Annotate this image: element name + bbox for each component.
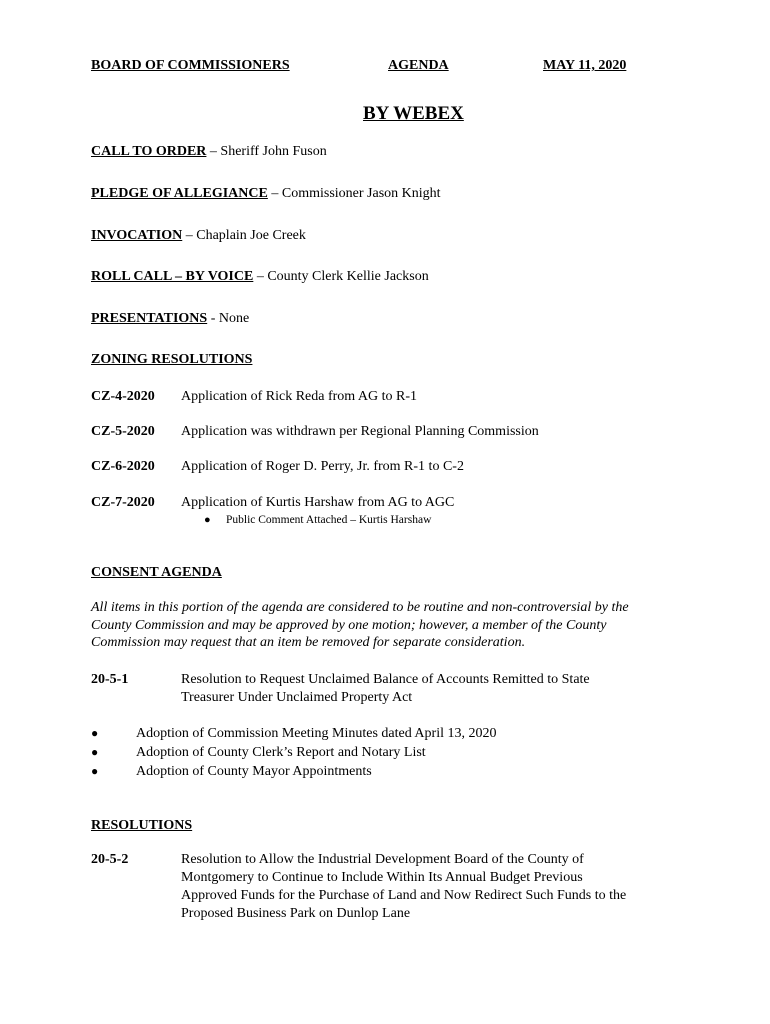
opening-label: ROLL CALL – BY VOICE — [91, 269, 254, 284]
zoning-text: Application of Rick Reda from AG to R-1 — [181, 389, 418, 404]
zoning-text: Application of Roger D. Perry, Jr. from R-1 to C-2 — [181, 459, 464, 474]
opening-separator: – — [182, 228, 197, 243]
opening-item-invocation — [91, 227, 306, 244]
zoning-code: CZ-4-2020 — [91, 389, 155, 404]
consent-note-line: All items in this portion of the agenda are considered to be routine and non-controversial by the — [91, 600, 629, 615]
consent-code: 20-5-1 — [91, 672, 129, 687]
date-heading: MAY 11, 2020 — [543, 58, 627, 73]
board-heading: BOARD OF COMMISSIONERS — [91, 58, 290, 73]
zoning-heading: ZONING RESOLUTIONS — [91, 352, 253, 367]
zoning-text: Application of Kurtis Harshaw from AG to AGC — [181, 495, 455, 510]
opening-label: CALL TO ORDER — [91, 144, 207, 159]
opening-text: Sheriff John Fuson — [220, 144, 327, 159]
consent-note-line: County Commission and may be approved by one motion; however, a member of the County — [91, 618, 607, 633]
subtitle-heading: BY WEBEX — [363, 103, 464, 124]
opening-separator: – — [253, 269, 268, 284]
opening-label: PLEDGE OF ALLEGIANCE — [91, 186, 268, 201]
consent-item-line: Treasurer Under Unclaimed Property Act — [181, 690, 413, 705]
agenda-heading: AGENDA — [388, 58, 449, 73]
opening-label: INVOCATION — [91, 228, 183, 243]
resolution-code: 20-5-2 — [91, 852, 129, 867]
resolution-line: Approved Funds for the Purchase of Land and Now Redirect Such Funds to the — [181, 888, 627, 903]
zoning-text: Application was withdrawn per Regional Planning Commission — [181, 424, 539, 439]
zoning-subitem: Public Comment Attached – Kurtis Harshaw — [226, 514, 432, 526]
resolutions-heading: RESOLUTIONS — [91, 818, 193, 833]
consent-bullet: Adoption of County Mayor Appointments — [136, 764, 372, 779]
opening-separator: – — [206, 144, 221, 159]
opening-item-roll-call — [91, 268, 429, 285]
opening-item-call-to-order — [91, 143, 327, 160]
resolution-line: Montgomery to Continue to Include Within Its Annual Budget Previous — [181, 870, 583, 885]
zoning-code: CZ-6-2020 — [91, 459, 155, 474]
opening-text: None — [218, 311, 250, 326]
opening-text: County Clerk Kellie Jackson — [267, 269, 429, 284]
resolution-line: Proposed Business Park on Dunlop Lane — [181, 906, 411, 921]
opening-separator: – — [267, 186, 282, 201]
consent-bullet: Adoption of County Clerk’s Report and Notary List — [136, 745, 426, 760]
consent-heading: CONSENT AGENDA — [91, 565, 222, 580]
opening-label: PRESENTATIONS — [91, 311, 208, 326]
opening-item-pledge — [91, 185, 441, 202]
bullet-icon: ● — [91, 745, 99, 759]
resolution-line: Resolution to Allow the Industrial Development Board of the County of — [181, 852, 584, 867]
consent-item-line: Resolution to Request Unclaimed Balance of Accounts Remitted to State — [181, 672, 590, 687]
opening-text: Commissioner Jason Knight — [281, 186, 441, 201]
opening-text: Chaplain Joe Creek — [196, 228, 306, 243]
bullet-icon: ● — [91, 726, 99, 740]
consent-bullet: Adoption of Commission Meeting Minutes dated April 13, 2020 — [136, 726, 497, 741]
opening-item-presentations — [91, 310, 249, 327]
bullet-icon: ● — [204, 514, 211, 526]
bullet-icon: ● — [91, 764, 99, 778]
zoning-code: CZ-7-2020 — [91, 495, 155, 510]
opening-separator: - — [207, 311, 219, 326]
consent-note-line: Commission may request that an item be removed for separate consideration. — [91, 635, 526, 650]
zoning-code: CZ-5-2020 — [91, 424, 155, 439]
